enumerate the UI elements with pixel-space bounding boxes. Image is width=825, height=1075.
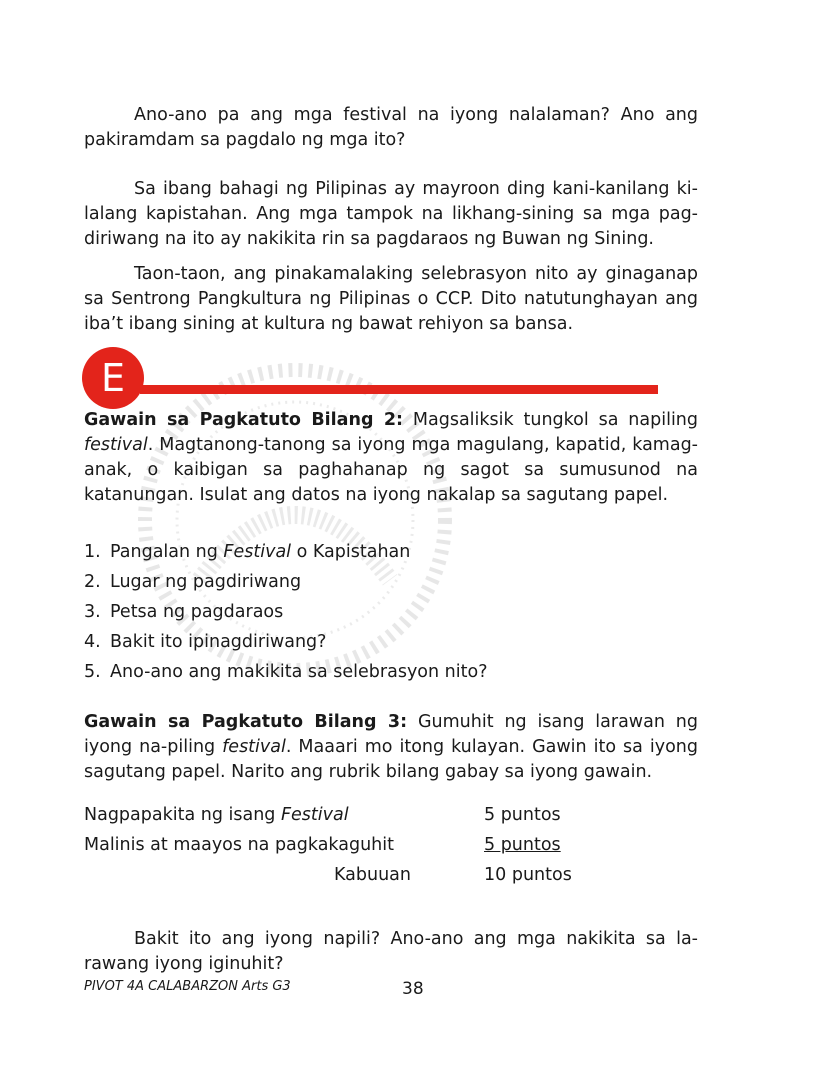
rubric-row — [84, 800, 684, 830]
rubric-criterion: Nagpapakita ng isang Festival — [84, 805, 349, 825]
section-letter: E — [100, 356, 125, 400]
gawain-2-paragraph: Gawain sa Pagkatuto Bilang 2: Magsaliksik tungkol sa napiling festival. Magtanong-tanong sa iyong mga magulang, kapatid, kamag-anak, o kaibigan sa paghahanap ng sagot sa sumusunod na katanungan. Isulat ang datos na iyong nakalap sa sagutang papel. — [84, 410, 699, 505]
section-divider-bar — [140, 385, 658, 394]
rubric-points: 5 puntos — [484, 835, 561, 855]
intro-paragraph-2: Sa ibang bahagi ng Pilipinas ay mayroon ding kani-kanilang ki-lalang kapistahan. Ang mga tampok na likhang-sining sa mga pag-diriwang na ito ay nakikita rin sa pagdaraos ng Buwan ng Sining. — [84, 179, 698, 249]
rubric-table — [84, 800, 684, 890]
page-number: 38 — [402, 979, 424, 999]
question-list — [84, 537, 487, 687]
gawain-2-title: Gawain sa Pagkatuto Bilang 2: — [84, 410, 404, 430]
intro-paragraph-1: Ano-ano pa ang mga festival na iyong nalalaman? Ano ang pakiramdam sa pagdalo ng mga ito? — [84, 105, 698, 150]
rubric-criterion: Malinis at maayos na pagkakaguhit — [84, 835, 395, 855]
gawain-3-title: Gawain sa Pagkatuto Bilang 3: — [84, 712, 408, 732]
rubric-total-points: 10 puntos — [484, 865, 572, 885]
section-e-badge — [82, 347, 144, 409]
gawain-3-paragraph: Gawain sa Pagkatuto Bilang 3: Gumuhit ng isang larawan ng iyong na-piling festival. Maaari mo itong kulayan. Gawin ito sa iyong sagutang papel. Narito ang rubrik bilang gabay sa iyong gawain. — [84, 712, 699, 782]
list-item: 1. Pangalan ng Festival o Kapistahan — [84, 542, 411, 562]
rubric-row — [84, 830, 684, 860]
rubric-total-label: Kabuuan — [334, 865, 411, 885]
closing-paragraph: Bakit ito ang iyong napili? Ano-ano ang mga nakikita sa la-rawang iyong iginuhit? — [84, 929, 698, 974]
rubric-total-row — [84, 860, 684, 890]
list-item: 3. Petsa ng pagdaraos — [84, 602, 284, 622]
list-item: 2. Lugar ng pagdiriwang — [84, 572, 302, 592]
intro-paragraph-3: Taon-taon, ang pinakamalaking selebrasyon nito ay ginaganap sa Sentrong Pangkultura ng Pilipinas o CCP. Dito natutunghayan ang iba’t ibang sining at kultura ng bawat rehiyon sa bansa. — [84, 264, 698, 334]
footer-source: PIVOT 4A CALABARZON Arts G3 — [84, 979, 291, 994]
rubric-points: 5 puntos — [484, 805, 561, 825]
list-item: 4. Bakit ito ipinagdiriwang? — [84, 632, 327, 652]
list-item: 5. Ano-ano ang makikita sa selebrasyon nito? — [84, 662, 488, 682]
